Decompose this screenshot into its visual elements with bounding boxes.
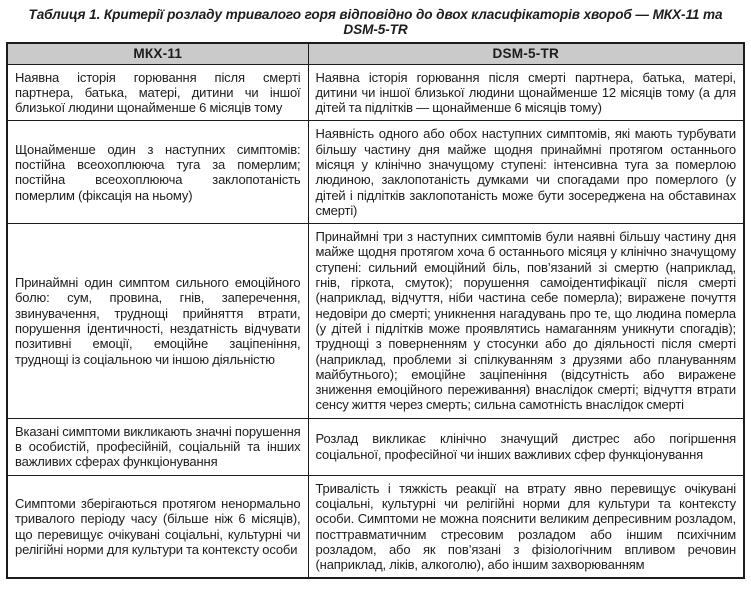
icd11-cell: Принаймні один симптом сильного емоційного болю: сум, провина, гнів, заперечення, звинувачення, труднощі прийняття втрати, порушення ідентичності, нездатність відчувати позитивні емоції, емоційне заціпеніння, труднощі із соціальною чи іншою діяльністю [7, 224, 308, 419]
column-header-icd11: МКХ-11 [7, 43, 308, 64]
criteria-comparison-table [6, 42, 745, 579]
table-row [7, 121, 744, 224]
table-row [7, 64, 744, 121]
dsm5tr-cell: Розлад викликає клінічно значущий дистрес або погіршення соціальної, професійної чи інших важливих сфер функціонування [308, 418, 744, 475]
icd11-cell: Наявна історія горювання після смерті партнера, батька, матері, дитини чи іншої близької людини щонайменше 6 місяців тому [7, 64, 308, 121]
table-row [7, 224, 744, 419]
icd11-cell: Вказані симптоми викликають значні порушення в особистій, професійній, соціальній та інших важливих сферах функціонування [7, 418, 308, 475]
icd11-cell: Симптоми зберігаються протягом ненормально тривалого періоду часу (більше ніж 6 місяців), що перевищує очікувані соціальні, культурні чи релігійні норми для культури та контексту особи [7, 475, 308, 578]
dsm5tr-cell: Наявність одного або обох наступних симптомів, які мають турбувати більшу частину дня майже щодня принаймні протягом останнього місяця у клінічно значущому ступені: інтенсивна туга за померлою людиною, заклопотаність думками чи спогадами про померлого (у дітей і підлітків заклопотаність може бути зосереджена на обставинах смерті) [308, 121, 744, 224]
table-row [7, 418, 744, 475]
dsm5tr-cell: Тривалість і тяжкість реакції на втрату явно перевищує очікувані соціальні, культурні чи релігійні норми для культури та контексту особи. Симптоми не можна пояснити великим депресивним розладом, посттравматичним стресовим розладом або іншим психічним розладом, або як пов’язані з фізіологічним впливом речовин (наприклад, ліків, алкоголю), або іншим захворюванням [308, 475, 744, 578]
column-header-dsm5tr: DSM-5-TR [308, 43, 744, 64]
page-title: Таблиця 1. Критерії розладу тривалого горя відповідно до двох класифікаторів хвороб — МКХ-11 та DSM-5-TR [28, 7, 723, 37]
dsm5tr-cell: Наявна історія горювання після смерті партнера, батька, матері, дитини чи іншої близької людини щонайменше 12 місяців тому (а для дітей та підлітків — щонайменше 6 місяців тому) [308, 64, 744, 121]
icd11-cell: Щонайменше один з наступних симптомів: постійна всеохоплююча туга за померлим; постійна всеохоплююча заклопотаність померлим (фіксація на ньому) [7, 121, 308, 224]
dsm5tr-cell: Принаймні три з наступних симптомів були наявні більшу частину дня майже щодня протягом хоча б останнього місяця у клінічно значущому ступені: сильний емоційний біль, пов’язаний зі смертю (наприклад, гнів, гіркота, смуток); порушення самоідентифікації після смерті (наприклад, відчуття, ніби частина себе померла); виражене почуття недовіри до смерті; уникнення нагадувань про те, що людина померла (у дітей і підлітків може проявлятись намаганням уникнути спогадів); труднощі з поверненням у стосунки або до діяльності після смерті (наприклад, проблеми зі спілкуванням з друзями або плануванням майбутнього); емоційне заціпеніння (відсутність або виражене зниження емоційного переживання) внаслідок смерті; відчуття втрати сенсу життя через смерть; сильна самотність внаслідок смерті [308, 224, 744, 419]
table-row [7, 475, 744, 578]
header-row [7, 43, 744, 64]
